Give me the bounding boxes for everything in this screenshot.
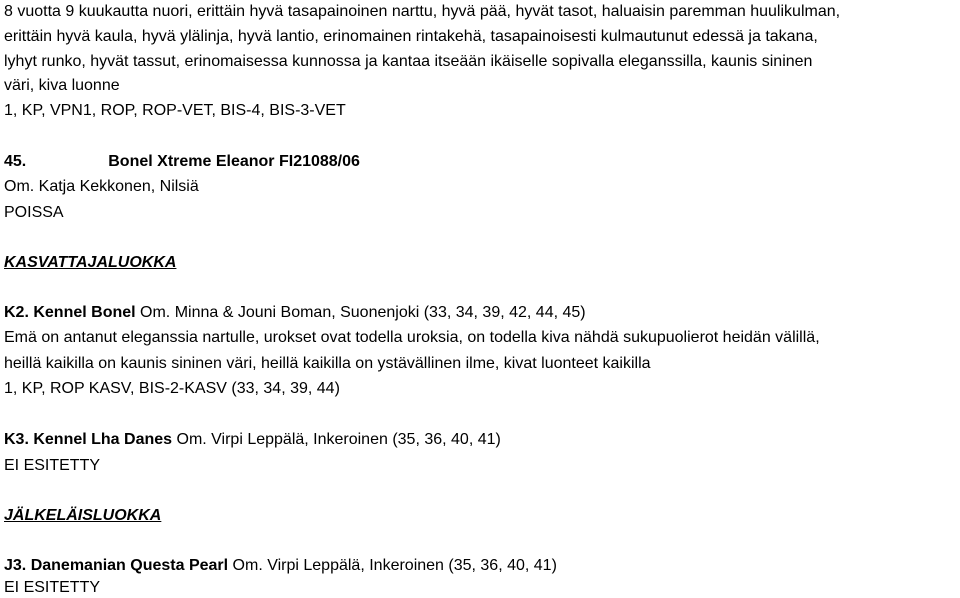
dog-name: Bonel Xtreme Eleanor FI21088/06	[108, 153, 360, 170]
j3-header	[4, 556, 557, 576]
k2-result: 1, KP, ROP KASV, BIS-2-KASV (33, 34, 39, 44)	[4, 380, 340, 397]
critique-line-4: väri, kiva luonne	[4, 77, 120, 94]
critique-line-3: lyhyt runko, hyvät tassut, erinomaisessa kunnossa ja kantaa itseään ikäiselle sopivalla eleganssilla, kaunis sininen	[4, 53, 813, 70]
critique-line-2: erittäin hyvä kaula, hyvä ylälinja, hyvä lantio, erinomainen rintakehä, tasapainoisesti kulmautunut edessä ja takana,	[4, 28, 818, 45]
class-heading-kasvattaja: KASVATTAJALUOKKA	[4, 254, 177, 271]
k2-critique-2: heillä kaikilla on kaunis sininen väri, heillä kaikilla on ystävällinen ilme, kivat luonteet kaikilla	[4, 355, 651, 372]
entry-45-header	[4, 152, 360, 172]
k2-header	[4, 303, 586, 323]
j3-status: EI ESITETTY	[4, 579, 101, 596]
k2-owner: Om. Minna & Jouni Boman, Suonenjoki (33, 34, 39, 42, 44, 45)	[135, 304, 586, 321]
k2-critique-1: Emä on antanut eleganssia nartulle, urokset ovat todella uroksia, on todella kiva nähdä sukupuolierot heidän välillä,	[4, 329, 820, 346]
result-line: 1, KP, VPN1, ROP, ROP-VET, BIS-4, BIS-3-VET	[4, 102, 346, 119]
class-heading-jalkelais: JÄLKELÄISLUOKKA	[4, 507, 162, 524]
k3-header	[4, 430, 501, 450]
owner-line: Om. Katja Kekkonen, Nilsiä	[4, 178, 199, 195]
entry-number: 45.	[4, 153, 27, 170]
status-line: POISSA	[4, 204, 64, 221]
k3-owner: Om. Virpi Leppälä, Inkeroinen (35, 36, 40, 41)	[172, 431, 501, 448]
j3-owner: Om. Virpi Leppälä, Inkeroinen (35, 36, 40, 41)	[228, 557, 557, 574]
critique-line-1: 8 vuotta 9 kuukautta nuori, erittäin hyvä tasapainoinen narttu, hyvä pää, hyvät tasot, haluaisin paremman huulikulman,	[4, 3, 841, 20]
k3-code: K3. Kennel Lha Danes	[4, 431, 173, 448]
j3-code: J3. Danemanian Questa Pearl	[4, 557, 229, 574]
k2-code: K2. Kennel Bonel	[4, 304, 136, 321]
k3-status: EI ESITETTY	[4, 457, 101, 474]
